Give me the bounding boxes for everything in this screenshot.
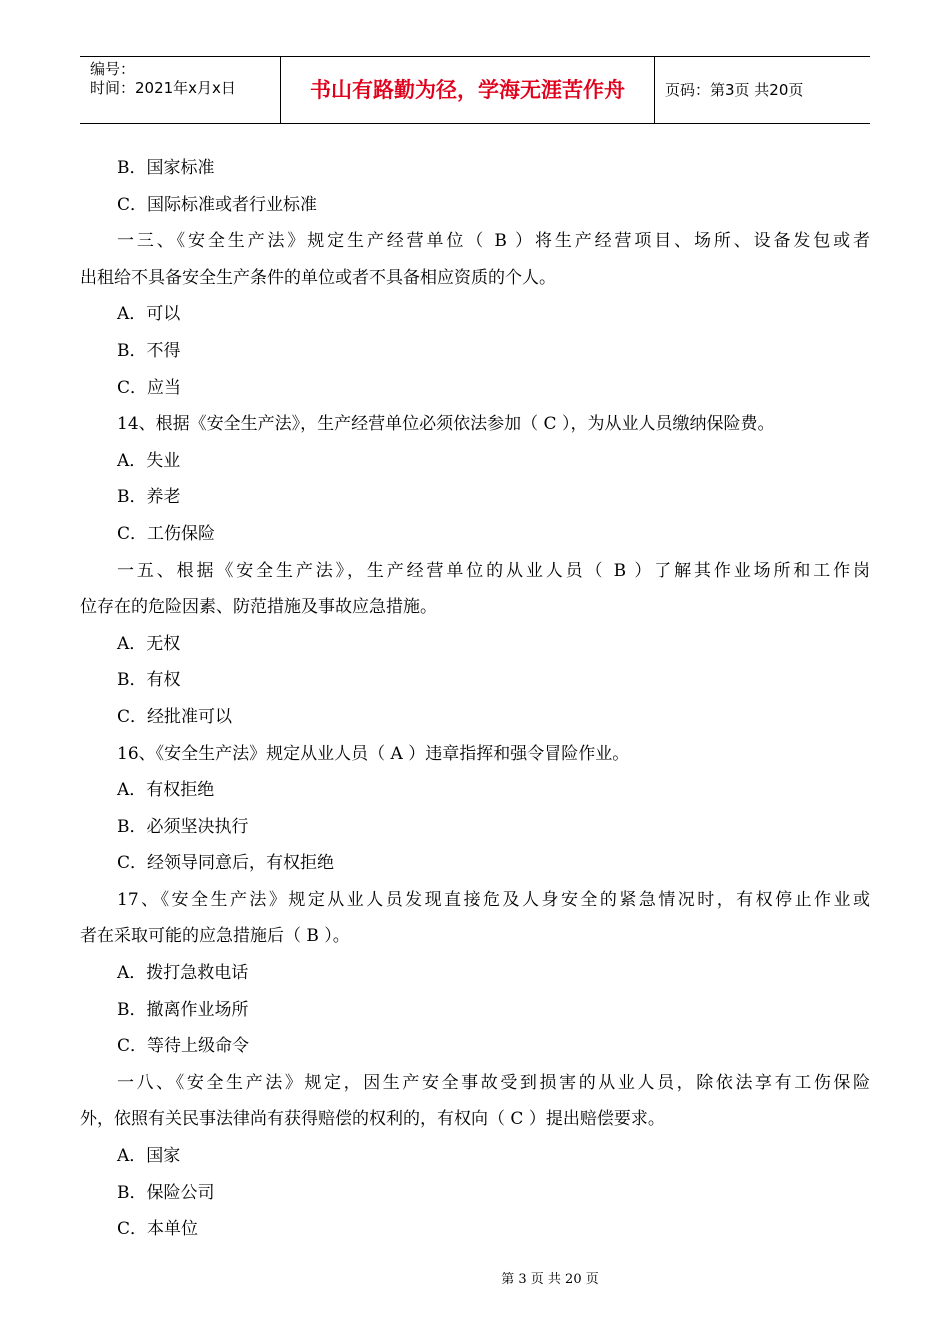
text-line: B．养老 (117, 487, 181, 508)
document-number-label: 编号： (90, 60, 136, 78)
text-line: A．有权拒绝 (117, 780, 215, 801)
header-motto: 书山有路勤为径，学海无涯苦作舟 (281, 57, 655, 123)
text-line: A．可以 (117, 304, 181, 325)
text-line: A．失业 (117, 450, 181, 471)
question-line: 一三、《安全生产法》规定生产经营单位（ B ）将生产经营项目、场所、设备发包或者 (117, 231, 870, 252)
document-body (80, 150, 870, 1248)
question-line: 外，依照有关民事法律尚有获得赔偿的权利的，有权向（ C ）提出赔偿要求。 (80, 1109, 665, 1130)
text-line: A．国家 (117, 1146, 181, 1167)
text-line: A．拨打急救电话 (117, 963, 249, 984)
text-line: A．无权 (117, 633, 181, 654)
header-meta (80, 57, 281, 123)
text-line: C．经批准可以 (117, 706, 233, 727)
text-line: B．国家标准 (117, 158, 215, 178)
text-line: C．经领导同意后，有权拒绝 (117, 853, 335, 874)
text-line: B．有权 (117, 670, 181, 691)
text-line: C．工伤保险 (117, 523, 216, 544)
text-line: C．应当 (117, 377, 182, 398)
page-footer: 第 3 页 共 20 页 (501, 1272, 599, 1287)
question-line: 一八、《安全生产法》规定，因生产安全事故受到损害的从业人员，除依法享有工伤保险 (117, 1072, 870, 1093)
question-line: 位存在的危险因素、防范措施及事故应急措施。 (80, 597, 437, 618)
text-line: B．保险公司 (117, 1182, 215, 1203)
text-line: B．不得 (117, 340, 181, 361)
text-line: C．等待上级命令 (117, 1036, 250, 1057)
text-line: 16、《安全生产法》规定从业人员（ A ）违章指挥和强令冒险作业。 (117, 743, 630, 764)
question-line: 17、《安全生产法》规定从业人员发现直接危及人身安全的紧急情况时，有权停止作业或 (117, 889, 870, 910)
header-page-info: 页码：第3页 共20页 (665, 81, 804, 99)
question-line: 一五、根据《安全生产法》，生产经营单位的从业人员（ B ）了解其作业场所和工作岗 (117, 560, 870, 581)
document-time-label: 时间：2021年x月x日 (90, 79, 236, 97)
text-line: 14、根据《安全生产法》，生产经营单位必须依法参加（ C ），为从业人员缴纳保险费。 (117, 414, 775, 435)
question-line: 者在采取可能的应急措施后（ B ）。 (80, 926, 350, 947)
text-line: B．必须坚决执行 (117, 816, 249, 837)
text-line: C．国际标准或者行业标准 (117, 194, 318, 215)
question-line: 出租给不具备安全生产条件的单位或者不具备相应资质的个人。 (80, 267, 556, 288)
text-line: B．撤离作业场所 (117, 999, 249, 1020)
page-header (80, 56, 870, 124)
text-line: C．本单位 (117, 1219, 199, 1240)
